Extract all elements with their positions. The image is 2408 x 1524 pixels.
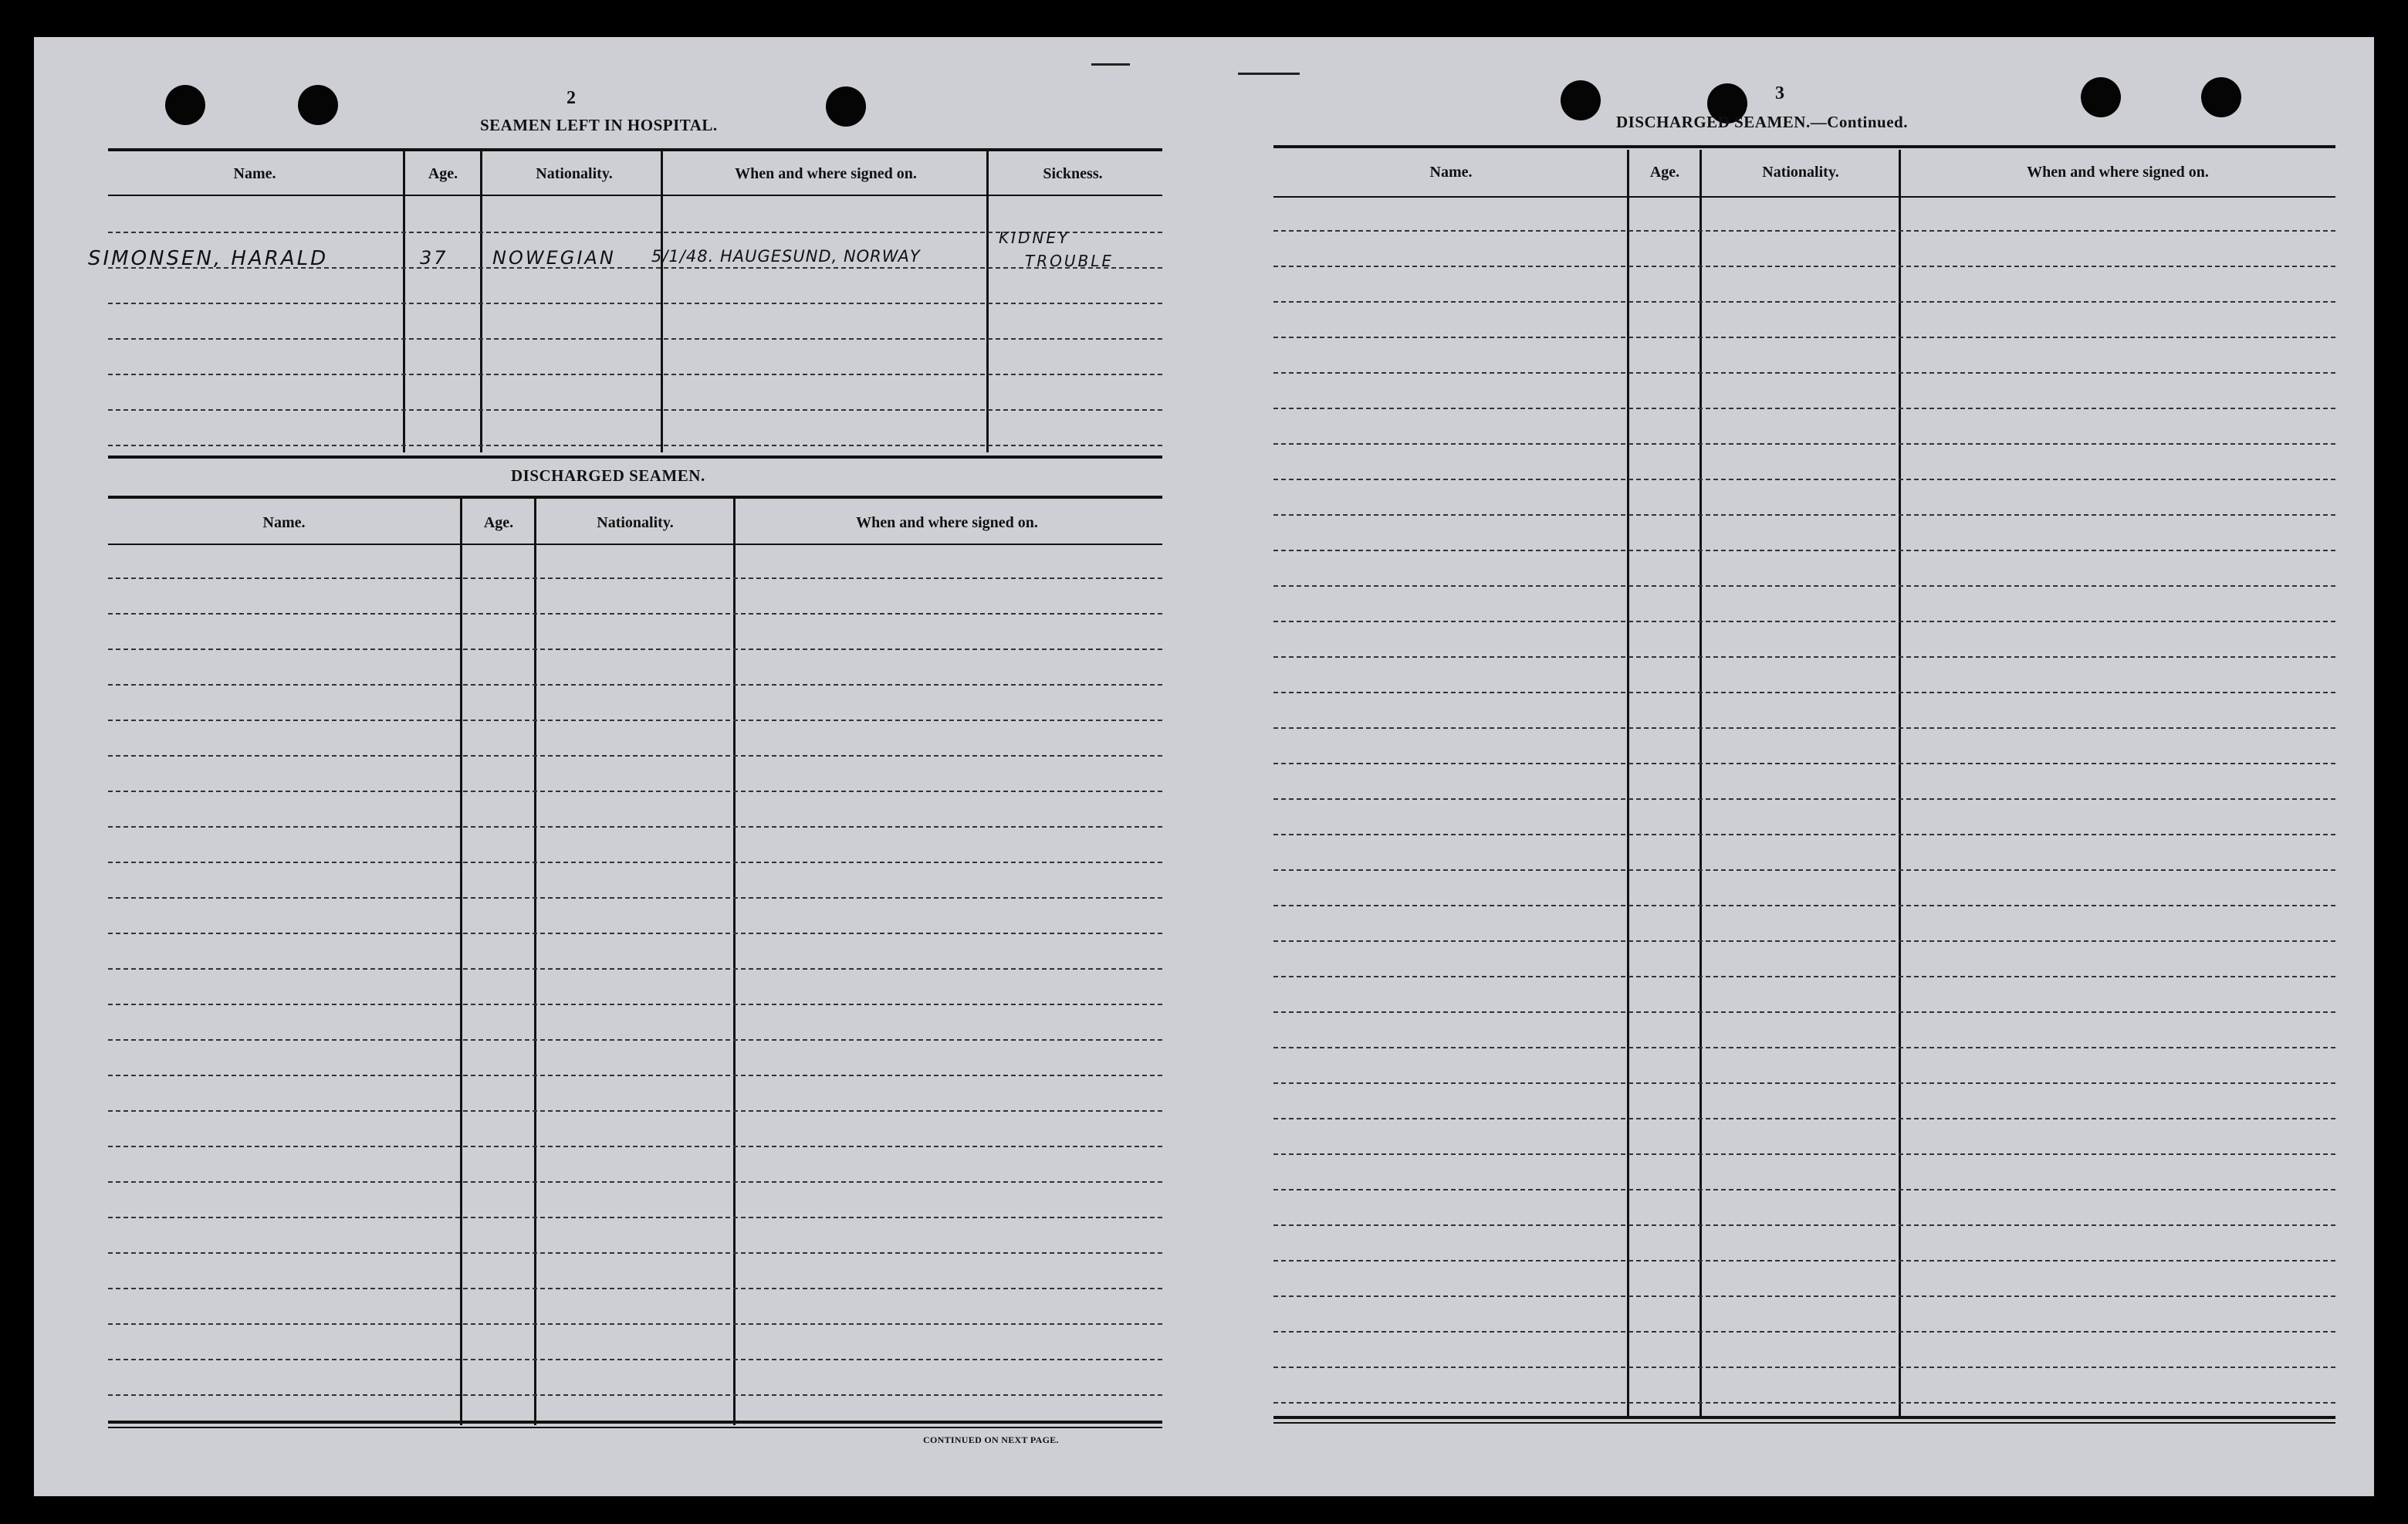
dotted-rule: [108, 684, 1162, 686]
right-page-number: 3: [1775, 83, 1784, 103]
dotted-rule: [1273, 230, 2335, 232]
dotted-rule: [108, 409, 1162, 411]
dotted-rule: [1273, 1189, 2335, 1190]
dotted-rule: [1273, 1367, 2335, 1368]
discharged-table-top-rule: [108, 496, 1162, 499]
dotted-rule: [1273, 1260, 2335, 1262]
right-table-top-rule: [1273, 145, 2335, 148]
dotted-rule: [108, 1394, 1162, 1396]
dotted-rule: [1273, 940, 2335, 942]
dotted-rule: [1273, 798, 2335, 800]
dotted-rule: [108, 826, 1162, 828]
dotted-rule: [1273, 408, 2335, 409]
dotted-rule: [1273, 1011, 2335, 1013]
dotted-rule: [108, 1323, 1162, 1325]
dotted-rule: [1273, 621, 2335, 622]
dotted-rule: [108, 1359, 1162, 1360]
hospital-col-divider: [661, 151, 663, 452]
discharged-col-divider: [534, 499, 536, 1425]
dotted-rule: [108, 613, 1162, 615]
dotted-rule: [108, 1181, 1162, 1183]
pencil-mark: [1091, 63, 1130, 66]
dotted-rule: [1273, 1047, 2335, 1048]
dotted-rule: [108, 1004, 1162, 1005]
dotted-rule: [1273, 692, 2335, 693]
right-table-bottom-rule-2: [1273, 1422, 2335, 1424]
hospital-col-sickness: Sickness.: [1043, 165, 1103, 182]
dotted-rule: [1273, 1118, 2335, 1119]
dotted-rule: [108, 1039, 1162, 1041]
punch-hole: [1561, 80, 1601, 120]
hospital-entry-age: 37: [420, 247, 448, 269]
hospital-col-divider: [480, 151, 482, 452]
dotted-rule: [108, 1217, 1162, 1218]
dotted-rule: [1273, 266, 2335, 267]
dotted-rule: [1273, 1153, 2335, 1155]
right-col-divider: [1627, 150, 1629, 1419]
dotted-rule: [1273, 656, 2335, 658]
hospital-entry-sickness-line1: KIDNEY: [999, 229, 1070, 247]
hospital-entry-name: SIMONSEN, HARALD: [88, 247, 329, 270]
dotted-rule: [108, 755, 1162, 757]
dotted-rule: [1273, 550, 2335, 551]
right-col-divider: [1699, 150, 1702, 1419]
right-col-divider: [1899, 150, 1901, 1419]
hospital-header-rule: [108, 195, 1162, 196]
dotted-rule: [108, 791, 1162, 792]
dotted-rule: [1273, 514, 2335, 516]
dotted-rule: [108, 1252, 1162, 1254]
dotted-rule: [1273, 479, 2335, 480]
discharged-header-rule: [108, 544, 1162, 545]
right-table-bottom-rule: [1273, 1416, 2335, 1419]
dotted-rule: [1273, 372, 2335, 374]
pencil-mark: [1238, 73, 1300, 75]
hospital-col-signed-on: When and where signed on.: [735, 165, 917, 182]
hospital-col-divider: [403, 151, 405, 452]
dotted-rule: [108, 1146, 1162, 1147]
right-header-rule: [1273, 196, 2335, 198]
punch-hole: [298, 85, 338, 125]
dotted-rule: [108, 720, 1162, 721]
discharged-col-age: Age.: [483, 514, 514, 531]
dotted-rule: [108, 445, 1162, 446]
continued-footer: CONTINUED ON NEXT PAGE.: [923, 1434, 1059, 1445]
discharged-col-nationality: Nationality.: [597, 514, 674, 531]
continued-section-title: DISCHARGED SEAMEN.—Continued.: [1616, 113, 1908, 131]
dotted-rule: [1273, 585, 2335, 587]
punch-hole: [2201, 77, 2241, 117]
dotted-rule: [1273, 1224, 2335, 1226]
hospital-col-nationality: Nationality.: [536, 165, 613, 182]
dotted-rule: [108, 1288, 1162, 1289]
punch-hole: [826, 86, 866, 127]
dotted-rule: [108, 649, 1162, 650]
hospital-entry-nationality: NOWEGIAN: [492, 247, 616, 269]
hospital-entry-sickness-line2: TROUBLE: [1025, 252, 1114, 270]
dotted-rule: [1273, 763, 2335, 764]
right-col-name: Name.: [1429, 164, 1473, 181]
hospital-col-age: Age.: [428, 165, 458, 182]
discharged-col-divider: [460, 499, 462, 1425]
discharged-table-bottom-rule-2: [108, 1427, 1162, 1428]
dotted-rule: [108, 933, 1162, 934]
dotted-rule: [108, 1075, 1162, 1076]
right-col-age: Age.: [1649, 164, 1680, 181]
punch-hole: [2081, 77, 2121, 117]
dotted-rule: [108, 968, 1162, 970]
hospital-col-divider: [986, 151, 989, 452]
dotted-rule: [108, 303, 1162, 304]
discharged-col-divider: [733, 499, 736, 1425]
dotted-rule: [108, 338, 1162, 340]
dotted-rule: [1273, 727, 2335, 729]
dotted-rule: [1273, 301, 2335, 303]
right-col-nationality: Nationality.: [1762, 164, 1839, 181]
dotted-rule: [108, 374, 1162, 375]
dotted-rule: [1273, 869, 2335, 871]
dotted-rule: [1273, 1082, 2335, 1084]
dotted-rule: [1273, 1402, 2335, 1404]
hospital-table-top-rule: [108, 148, 1162, 151]
dotted-rule: [108, 862, 1162, 863]
discharged-col-name: Name.: [262, 514, 306, 531]
discharged-col-signed-on: When and where signed on.: [856, 514, 1038, 531]
dotted-rule: [1273, 443, 2335, 445]
hospital-entry-signed-on: 5/1/48. HAUGESUND, NORWAY: [651, 247, 921, 266]
left-page-number: 2: [566, 88, 576, 108]
dotted-rule: [108, 897, 1162, 899]
discharged-section-top-rule: [108, 456, 1162, 459]
discharged-section-title: DISCHARGED SEAMEN.: [511, 466, 705, 485]
dotted-rule: [1273, 337, 2335, 338]
hospital-col-name: Name.: [233, 165, 276, 182]
dotted-rule: [1273, 1331, 2335, 1333]
dotted-rule: [108, 577, 1162, 579]
document-sheet: [34, 37, 2374, 1496]
punch-hole: [165, 85, 205, 125]
dotted-rule: [1273, 976, 2335, 977]
dotted-rule: [1273, 834, 2335, 835]
dotted-rule: [1273, 1295, 2335, 1297]
dotted-rule: [1273, 905, 2335, 906]
right-col-signed-on: When and where signed on.: [2027, 164, 2209, 181]
discharged-table-bottom-rule: [108, 1421, 1162, 1424]
dotted-rule: [108, 1110, 1162, 1112]
hospital-section-title: SEAMEN LEFT IN HOSPITAL.: [480, 116, 718, 134]
